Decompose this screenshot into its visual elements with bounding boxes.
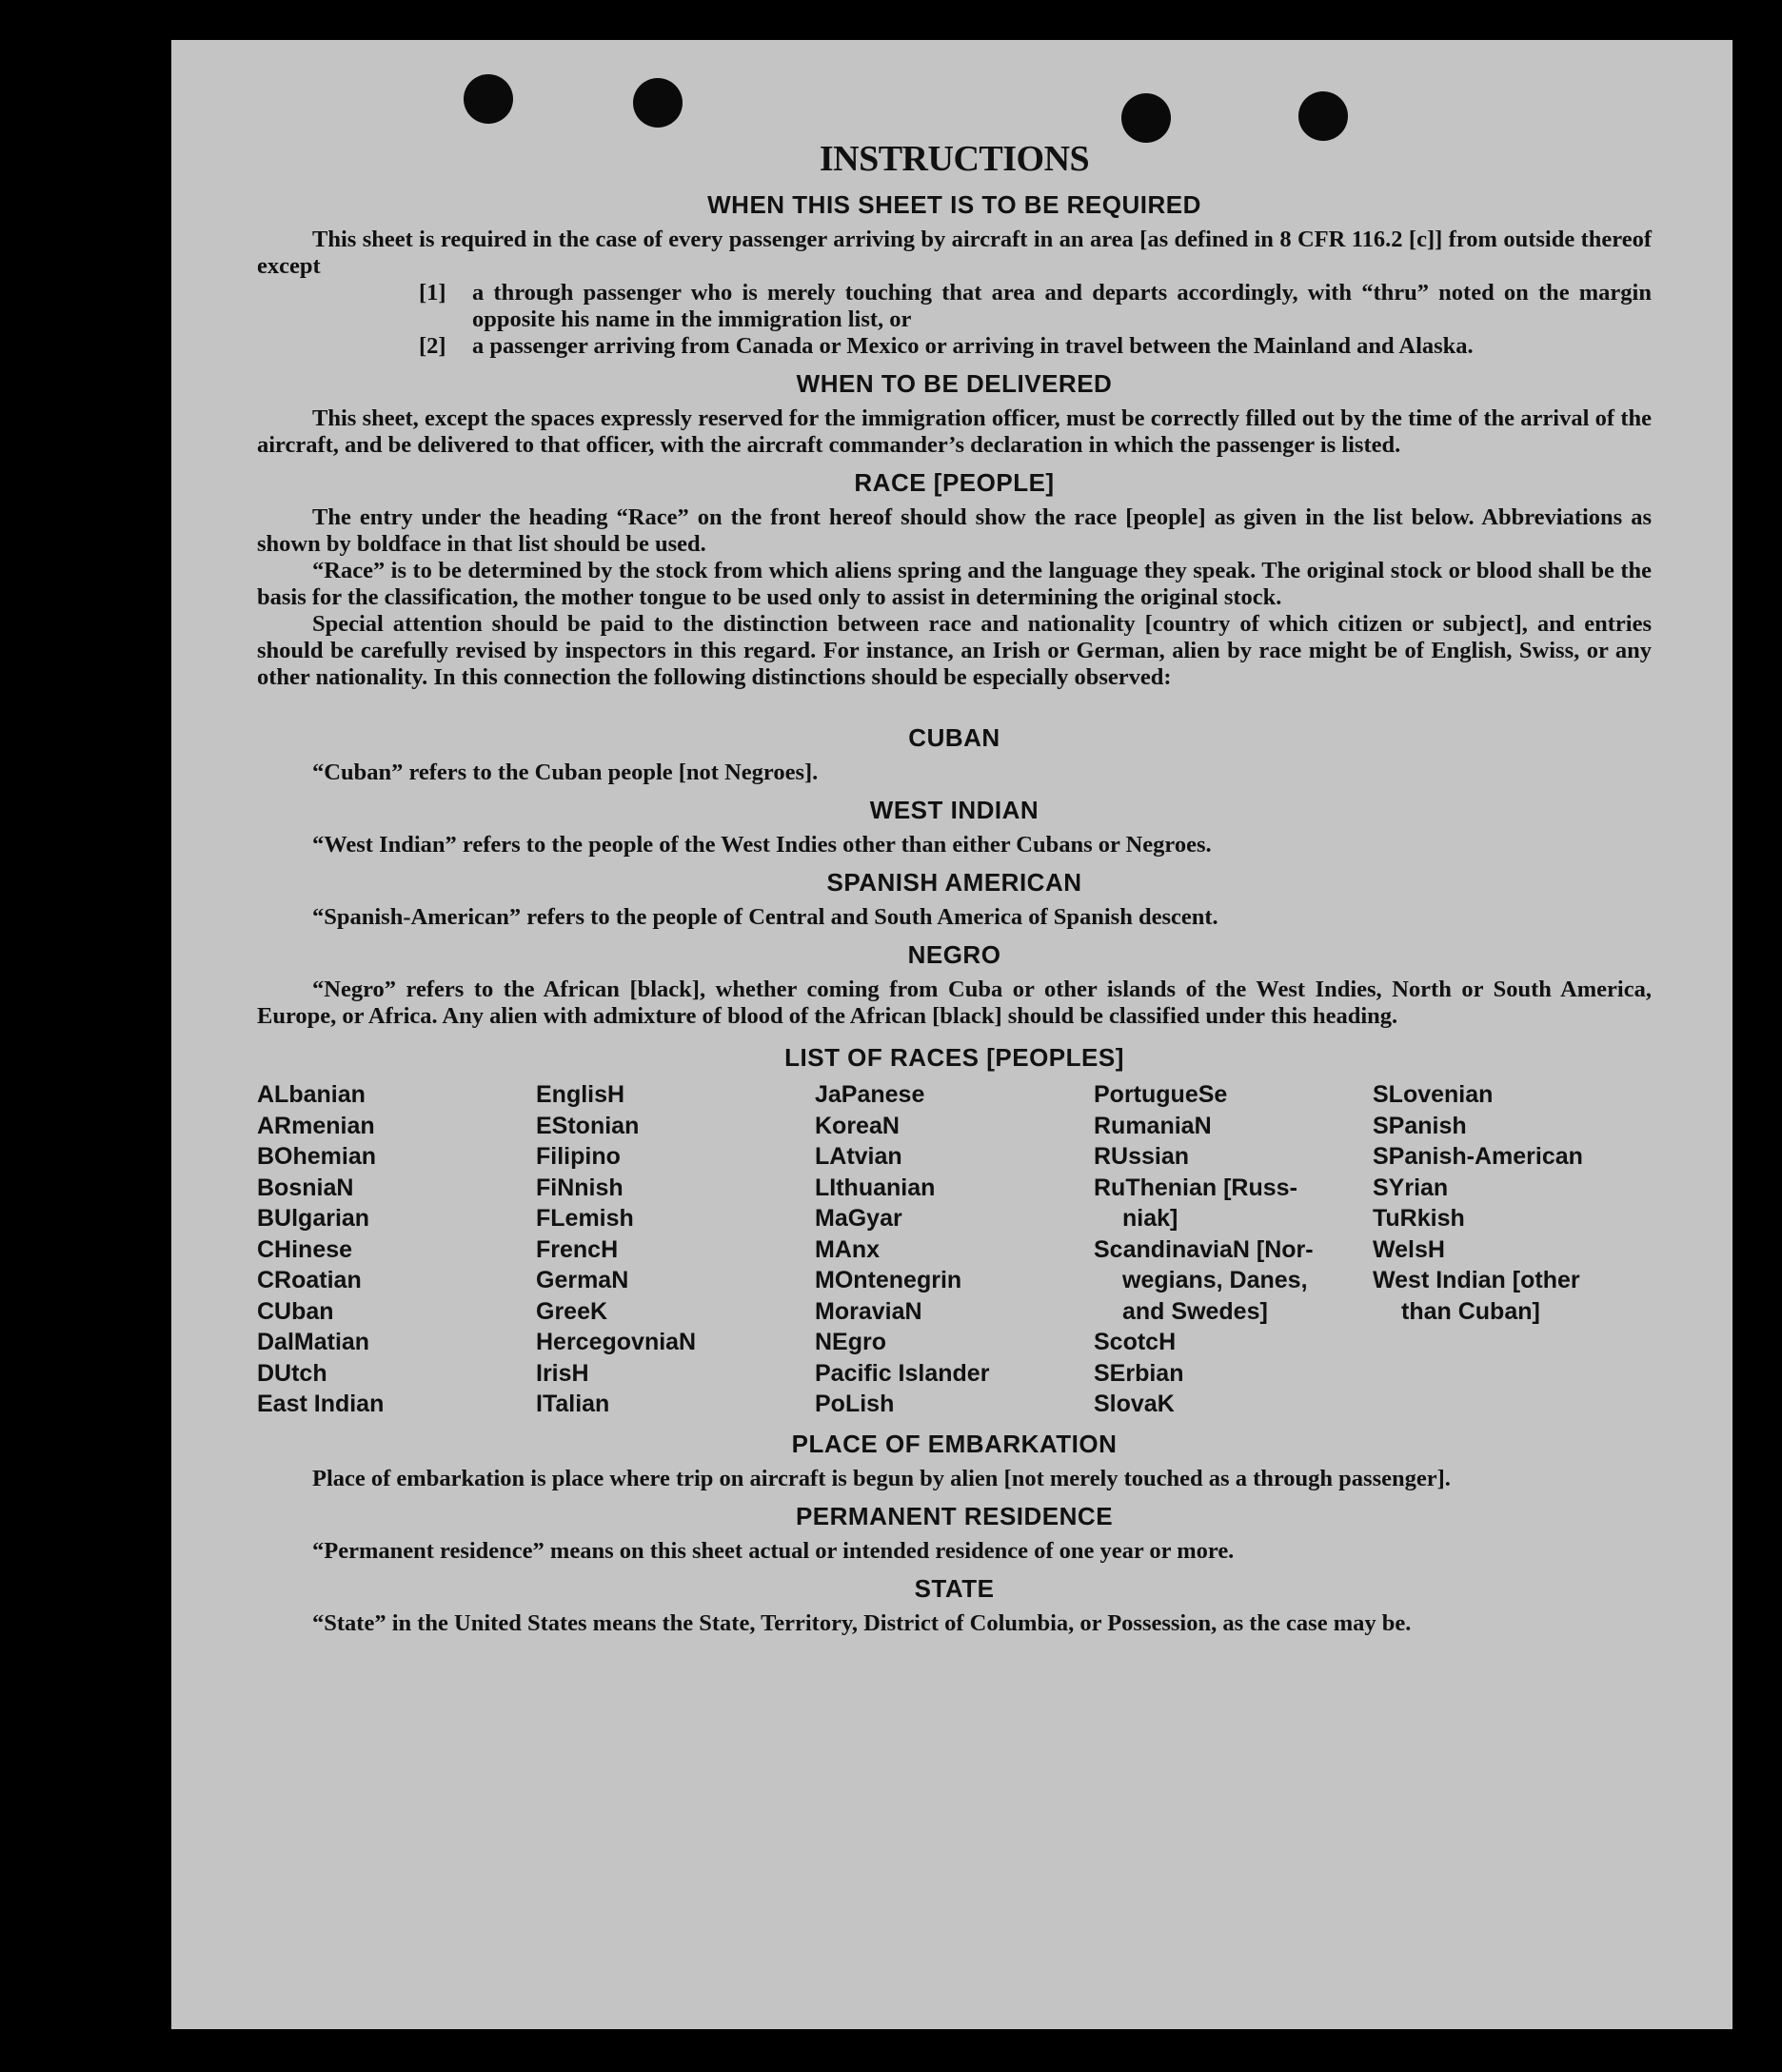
race-item: MOntenegrin bbox=[815, 1267, 962, 1293]
section-heading-west-indian: WEST INDIAN bbox=[869, 796, 1040, 824]
race-item: LAtvian bbox=[815, 1143, 902, 1170]
race-item: HercegovniaN bbox=[536, 1329, 697, 1355]
race-column bbox=[536, 1079, 815, 1420]
punch-hole bbox=[1298, 91, 1348, 141]
exception-item bbox=[419, 333, 1652, 360]
delivered-text: This sheet, except the spaces expressly reserved for the immigration officer, must be correctly filled out by the time of the arrival of the aircraft, and be delivered to that officer, with the aircraft commander’s declaration in which the passenger is listed. bbox=[257, 405, 1652, 458]
race-item: ScotcH bbox=[1094, 1329, 1177, 1355]
section-heading-race: RACE [PEOPLE] bbox=[854, 468, 1055, 497]
exception-text: a passenger arriving from Canada or Mexico or arriving in travel between the Mainland and Alaska. bbox=[472, 333, 1474, 359]
race-item: FrencH bbox=[536, 1235, 619, 1263]
cuban-text: “Cuban” refers to the Cuban people [not Negroes]. bbox=[312, 760, 819, 785]
race-item: BOhemian bbox=[257, 1143, 377, 1170]
race-item: DalMatian bbox=[257, 1329, 370, 1355]
race-item-continuation: and Swedes] bbox=[1122, 1297, 1268, 1325]
race-item: BUlgarian bbox=[257, 1205, 370, 1232]
race-item: ScandinaviaN [Nor- bbox=[1094, 1235, 1314, 1263]
spanish-american-text: “Spanish-American” refers to the people of Central and South America of Spanish descent. bbox=[312, 904, 1218, 930]
race-list bbox=[257, 1079, 1652, 1420]
exception-text: a through passenger who is merely touching that area and departs accordingly, with “thru” noted on the margin opposite his name in the immigration list, or bbox=[472, 280, 1652, 332]
race-item: BosniaN bbox=[257, 1174, 354, 1201]
race-item-continuation: niak] bbox=[1122, 1205, 1178, 1232]
punch-hole bbox=[633, 78, 683, 128]
race-item: East Indian bbox=[257, 1391, 385, 1417]
race-item: PortugueSe bbox=[1094, 1081, 1228, 1108]
race-item: SPanish-American bbox=[1373, 1143, 1583, 1170]
instructions-content bbox=[257, 137, 1652, 1637]
section-heading-negro: NEGRO bbox=[907, 940, 1001, 969]
punch-hole bbox=[1121, 93, 1171, 143]
section-heading-spanish-american: SPANISH AMERICAN bbox=[826, 868, 1082, 897]
race-item: Pacific Islander bbox=[815, 1359, 990, 1387]
race-item: JaPanese bbox=[815, 1081, 925, 1108]
west-indian-text: “West Indian” refers to the people of the West Indies other than either Cubans or Negroes. bbox=[312, 832, 1212, 858]
punch-hole bbox=[464, 74, 513, 124]
race-item: NEgro bbox=[815, 1329, 886, 1355]
race-item: West Indian [other bbox=[1373, 1267, 1580, 1293]
race-item: MAnx bbox=[815, 1235, 881, 1263]
section-heading-required: WHEN THIS SHEET IS TO BE REQUIRED bbox=[707, 190, 1201, 219]
page-title: INSTRUCTIONS bbox=[819, 139, 1090, 179]
race-item-continuation: wegians, Danes, bbox=[1122, 1267, 1308, 1293]
document-sheet bbox=[171, 40, 1732, 2029]
required-intro: This sheet is required in the case of every passenger arriving by aircraft in an area [as defined in 8 CFR 116.2 [c]] from outside thereof except bbox=[257, 227, 1652, 279]
race-item: IrisH bbox=[536, 1359, 589, 1387]
race-paragraph-1: The entry under the heading “Race” on the front hereof should show the race [people] as given in the list below. Abbreviations as shown by boldface in that list should be used. bbox=[257, 504, 1652, 557]
race-item: TuRkish bbox=[1373, 1205, 1465, 1232]
residence-text: “Permanent residence” means on this sheet actual or intended residence of one year or more. bbox=[312, 1537, 1235, 1564]
race-item: SErbian bbox=[1094, 1359, 1184, 1387]
race-item: ITalian bbox=[536, 1391, 610, 1417]
race-item: CUban bbox=[257, 1297, 334, 1325]
exception-list bbox=[257, 280, 1652, 360]
embarkation-text: Place of embarkation is place where trip on aircraft is begun by alien [not merely touched as a through passenger]. bbox=[312, 1465, 1451, 1491]
race-item: CHinese bbox=[257, 1235, 353, 1263]
race-item: GreeK bbox=[536, 1297, 608, 1325]
race-column bbox=[1094, 1079, 1373, 1420]
race-item: CRoatian bbox=[257, 1267, 362, 1293]
section-heading-embarkation: PLACE OF EMBARKATION bbox=[791, 1429, 1118, 1458]
race-item: RUssian bbox=[1094, 1143, 1190, 1170]
race-item: ALbanian bbox=[257, 1081, 366, 1108]
race-item: SLovenian bbox=[1373, 1081, 1494, 1108]
section-heading-delivered: WHEN TO BE DELIVERED bbox=[796, 369, 1113, 398]
race-item: FLemish bbox=[536, 1205, 634, 1232]
race-item: MoraviaN bbox=[815, 1297, 922, 1325]
race-item: ARmenian bbox=[257, 1112, 375, 1139]
race-item: PoLish bbox=[815, 1391, 895, 1417]
race-item: SYrian bbox=[1373, 1174, 1449, 1201]
race-item-continuation: than Cuban] bbox=[1401, 1297, 1540, 1325]
race-item: LIthuanian bbox=[815, 1174, 936, 1201]
race-item: SPanish bbox=[1373, 1112, 1467, 1139]
exception-number: [1] bbox=[419, 280, 446, 306]
section-heading-cuban: CUBAN bbox=[908, 723, 1000, 752]
section-heading-state: STATE bbox=[914, 1573, 995, 1603]
race-item: RumaniaN bbox=[1094, 1112, 1212, 1139]
race-column bbox=[1373, 1079, 1652, 1420]
race-item: DUtch bbox=[257, 1359, 327, 1387]
race-item: FiNnish bbox=[536, 1174, 624, 1201]
race-paragraph-3: Special attention should be paid to the distinction between race and nationality [country of which citizen or subject], and entries should be carefully revised by inspectors in this regard. For instance, an Irish or German, alien by race might be of English, Swiss, or any other nationality. In this connection the following distinctions should be especially observed: bbox=[257, 611, 1652, 690]
race-item: SlovaK bbox=[1094, 1391, 1175, 1417]
section-heading-residence: PERMANENT RESIDENCE bbox=[795, 1501, 1114, 1530]
race-item: GermaN bbox=[536, 1267, 629, 1293]
race-paragraph-2: “Race” is to be determined by the stock from which aliens spring and the language they speak. The original stock or blood shall be the basis for the classification, the mother tongue to be used only to assist in determining the original stock. bbox=[257, 558, 1652, 610]
race-item: EStonian bbox=[536, 1112, 640, 1139]
exception-number: [2] bbox=[419, 333, 446, 359]
exception-item bbox=[419, 280, 1652, 333]
race-item: Filipino bbox=[536, 1143, 621, 1170]
state-text: “State” in the United States means the State, Territory, District of Columbia, or Possession, as the case may be. bbox=[312, 1609, 1412, 1636]
race-item: MaGyar bbox=[815, 1205, 902, 1232]
race-item: EnglisH bbox=[536, 1081, 625, 1108]
race-column bbox=[815, 1079, 1094, 1420]
negro-text: “Negro” refers to the African [black], whether coming from Cuba or other islands of the West Indies, North or South America, Europe, or Africa. Any alien with admixture of blood of the African [black] should be classified under this heading. bbox=[257, 977, 1652, 1029]
race-item: WelsH bbox=[1373, 1235, 1445, 1263]
section-heading-race-list: LIST OF RACES [PEOPLES] bbox=[784, 1043, 1124, 1072]
race-item: RuThenian [Russ- bbox=[1094, 1174, 1297, 1201]
race-column bbox=[257, 1079, 536, 1420]
race-item: KoreaN bbox=[815, 1112, 900, 1139]
